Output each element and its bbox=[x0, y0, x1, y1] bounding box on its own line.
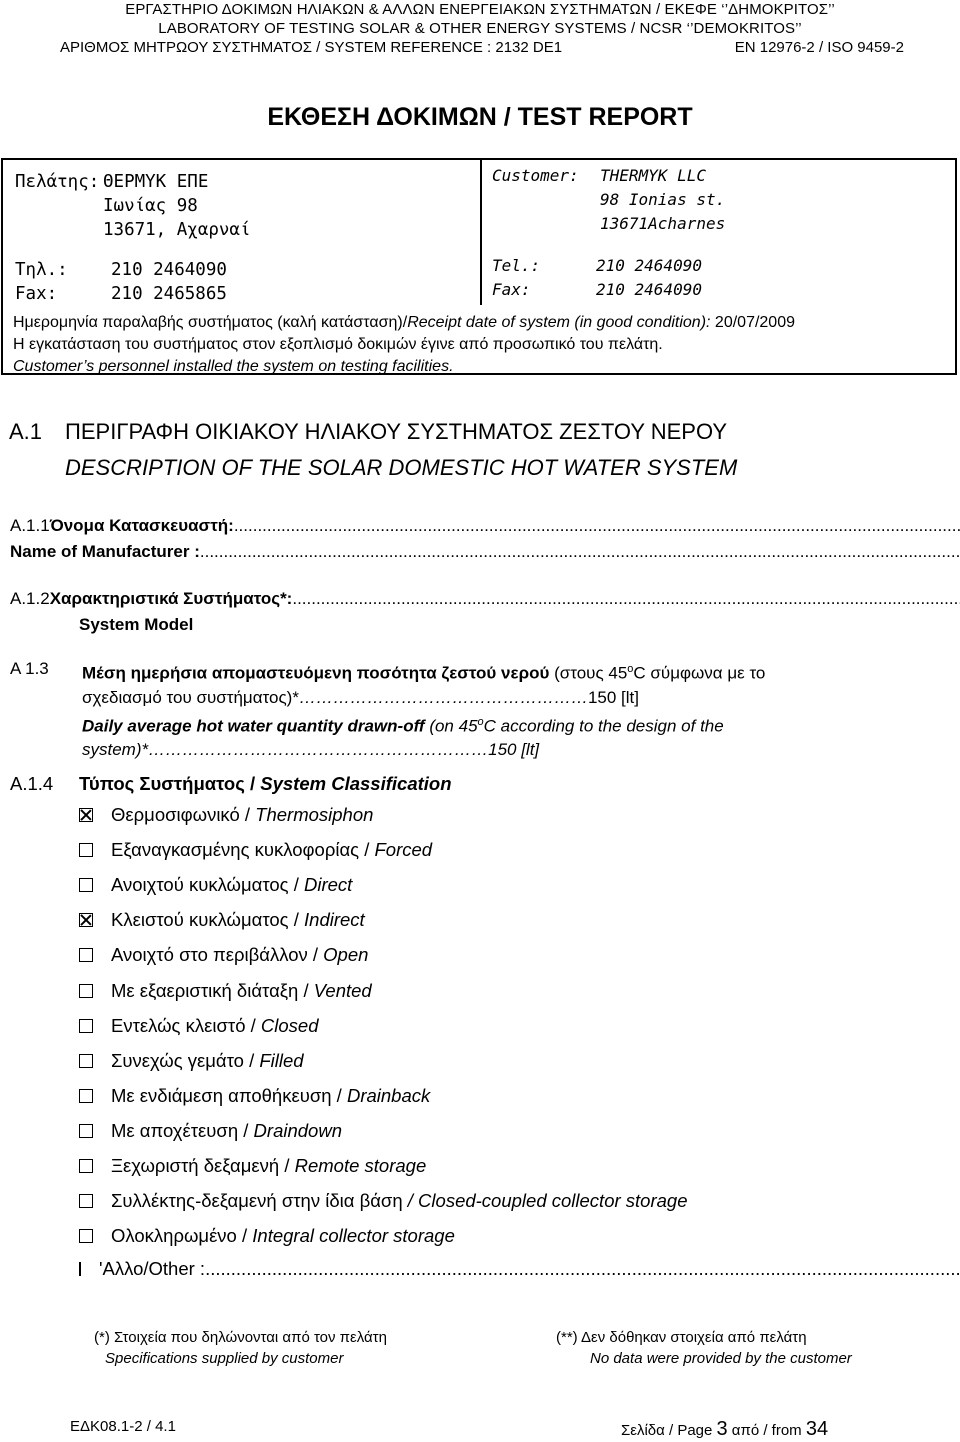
option-label-en: Draindown bbox=[253, 1119, 342, 1141]
a11-label-en: Name of Manufacturer : bbox=[10, 542, 200, 561]
option-label-gr: Συλλέκτης-δεξαμενή στην ίδια βάση bbox=[111, 1190, 408, 1212]
checkbox[interactable] bbox=[79, 1054, 93, 1068]
option-label-en: Indirect bbox=[304, 909, 365, 931]
option-label-gr: Εξαναγκασμένης κυκλοφορίας / bbox=[111, 839, 375, 861]
customer-street-en: 98 Ionias st. bbox=[600, 190, 726, 209]
checkbox[interactable] bbox=[79, 878, 93, 892]
standard-reference: EN 12976-2 / ISO 9459-2 bbox=[734, 39, 904, 56]
customer-name-en: THERMYK LLC bbox=[600, 166, 706, 185]
customer-label-gr: Πελάτης: bbox=[15, 172, 100, 192]
option-label-en: Thermosiphon bbox=[255, 804, 374, 825]
option-label-gr: Με αποχέτευση / bbox=[111, 1119, 254, 1141]
checkbox[interactable] bbox=[79, 1019, 93, 1033]
checkbox[interactable] bbox=[79, 948, 93, 962]
option-label-gr: Κλειστού κυκλώματος / bbox=[111, 909, 305, 931]
option-row[interactable] bbox=[79, 838, 432, 862]
tel-label-en: Tel.: bbox=[492, 256, 541, 275]
checkbox[interactable] bbox=[79, 1159, 93, 1173]
fax-value-gr: 210 2465865 bbox=[111, 284, 227, 304]
option-row[interactable] bbox=[79, 1084, 430, 1108]
section-a1-heading bbox=[9, 414, 737, 486]
section-title-en: DESCRIPTION OF THE SOLAR DOMESTIC HOT WATER SYSTEM bbox=[65, 455, 738, 480]
a11-manufacturer bbox=[10, 513, 924, 565]
option-label-en: Open bbox=[323, 944, 369, 966]
tel-label-gr: Τηλ.: bbox=[15, 260, 68, 280]
option-row[interactable] bbox=[79, 908, 365, 932]
page-number: 3 bbox=[716, 1418, 728, 1440]
installation-note-gr: Η εγκατάσταση του συστήματος στον εξοπλισμό δοκιμών έγινε από προσωπικό του πελάτη. bbox=[13, 336, 663, 353]
option-label-en: Vented bbox=[313, 979, 372, 1001]
footnote-left-en: Specifications supplied by customer bbox=[105, 1350, 344, 1367]
option-label-en: / Closed-coupled collector storage bbox=[407, 1190, 688, 1212]
section-number: A.1 bbox=[9, 419, 43, 444]
customer-street-gr: Ιωνίας 98 bbox=[103, 196, 198, 216]
a13-value-gr: 150 [lt] bbox=[587, 687, 639, 707]
option-label-en: Integral collector storage bbox=[252, 1225, 455, 1247]
option-row[interactable] bbox=[79, 803, 373, 827]
phone-block-en bbox=[492, 254, 702, 302]
checkbox[interactable] bbox=[79, 843, 93, 857]
receipt-info bbox=[13, 312, 953, 378]
a14-heading: A.1.4 Τύπος Συστήματος / System Classification bbox=[10, 771, 452, 797]
checkbox[interactable] bbox=[79, 1124, 93, 1138]
option-row[interactable] bbox=[79, 1119, 342, 1143]
option-row[interactable] bbox=[79, 1189, 688, 1213]
a14-number: A.1.4 bbox=[10, 773, 54, 794]
option-row[interactable] bbox=[79, 1224, 455, 1248]
checkbox[interactable] bbox=[79, 808, 93, 822]
option-row[interactable] bbox=[79, 1049, 304, 1073]
customer-gr bbox=[15, 170, 251, 242]
customer-city-gr: 13671, Αχαρναί bbox=[103, 220, 251, 240]
option-label-en: Direct bbox=[304, 874, 353, 896]
a13-hot-water-quantity: A 1.3 Μέση ημερήσια απομαστευόμενη ποσότητα ζεστού νερού (στους 45$^o$C σύμφωνα με το σχεδιασμό του συστήματος)*……………………………………………150 [lt] Daily average hot water quantity drawn-off (on 45$^o$C according to the design of the system)*……………………………………………………150 [lt] bbox=[10, 659, 766, 760]
option-label-gr: Εντελώς κλειστό / bbox=[111, 1014, 261, 1036]
checkbox[interactable] bbox=[79, 1194, 93, 1208]
checkbox[interactable] bbox=[79, 1229, 93, 1243]
option-label-en: Forced bbox=[374, 839, 433, 861]
tel-value-en: 210 2464090 bbox=[596, 256, 702, 275]
lab-name-en: LABORATORY OF TESTING SOLAR & OTHER ENERGY SYSTEMS / NCSR ‘’DEMOKRITOS’’ bbox=[158, 20, 802, 37]
option-label-en: Closed bbox=[260, 1014, 319, 1036]
column-divider bbox=[480, 160, 482, 305]
footnote-right-gr: (**) Δεν δόθηκαν στοιχεία από πελάτη bbox=[556, 1329, 807, 1346]
receipt-date-line: Ημερομηνία παραλαβής συστήματος (καλή κατάσταση)/Receipt date of system (in good condition): 20/07/2009 bbox=[13, 314, 795, 331]
option-row[interactable] bbox=[79, 1014, 319, 1038]
customer-name-gr: ΘΕΡΜΥΚ ΕΠΕ bbox=[103, 172, 209, 192]
checkbox[interactable] bbox=[79, 1262, 81, 1276]
footnote-left bbox=[94, 1327, 387, 1369]
fax-label-en: Fax: bbox=[492, 280, 531, 299]
a11-number: A.1.1 bbox=[10, 516, 50, 535]
option-row[interactable] bbox=[79, 943, 368, 967]
fax-label-gr: Fax: bbox=[15, 284, 58, 304]
page-total: 34 bbox=[805, 1418, 829, 1440]
report-title: ΕΚΘΕΣΗ ΔΟΚΙΜΩΝ / TEST REPORT bbox=[267, 103, 693, 131]
footnote-left-gr: (*) Στοιχεία που δηλώνονται από τον πελάτη bbox=[94, 1329, 387, 1346]
option-row[interactable] bbox=[79, 873, 352, 897]
a12-label-en: System Model bbox=[79, 615, 194, 634]
option-label-gr: Ξεχωριστή δεξαμενή / bbox=[111, 1155, 295, 1176]
option-other[interactable] bbox=[79, 1257, 923, 1281]
option-row[interactable] bbox=[79, 979, 372, 1003]
receipt-date: 20/07/2009 bbox=[714, 314, 795, 331]
checkbox[interactable] bbox=[79, 1089, 93, 1103]
option-label-gr: Συνεχώς γεμάτο / bbox=[111, 1049, 260, 1071]
system-reference-row bbox=[0, 38, 960, 57]
option-label-gr: Με ενδιάμεση αποθήκευση / bbox=[111, 1084, 347, 1106]
option-row[interactable] bbox=[79, 1154, 426, 1178]
a12-number: A.1.2 bbox=[10, 589, 50, 608]
a13-number: A 1.3 bbox=[10, 659, 49, 678]
option-label-gr: Ανοιχτό στο περιβάλλον / bbox=[111, 944, 324, 966]
a12-system-model bbox=[10, 586, 924, 638]
option-label-gr: Ολοκληρωμένο / bbox=[111, 1225, 253, 1247]
customer-info-box bbox=[1, 158, 957, 375]
a13-value-en: 150 [lt] bbox=[488, 740, 540, 760]
customer-en bbox=[492, 164, 725, 236]
a11-label-gr: Όνομα Κατασκευαστή: bbox=[49, 516, 234, 535]
installation-note-en: Customer’s personnel installed the system on testing facilities. bbox=[13, 358, 454, 375]
document-code: ΕΔΚ08.1-2 / 4.1 bbox=[70, 1418, 176, 1435]
system-reference: ΑΡΙΘΜΟΣ ΜΗΤΡΩΟΥ ΣΥΣΤΗΜΑΤΟΣ / SYSTEM REFERENCE : 2132 DE1 bbox=[60, 39, 563, 56]
fax-value-en: 210 2464090 bbox=[596, 280, 702, 299]
tel-value-gr: 210 2464090 bbox=[111, 260, 227, 280]
option-label-en: Filled bbox=[259, 1049, 304, 1071]
lab-name-gr: ΕΡΓΑΣΤΗΡΙΟ ΔΟΚΙΜΩΝ ΗΛΙΑΚΩΝ & ΑΛΛΩΝ ΕΝΕΡΓΕΙΑΚΩΝ ΣΥΣΤΗΜΑΤΩΝ / ΕΚΕΦΕ ‘’ΔΗΜΟΚΡΙΤΟΣ’’ bbox=[125, 1, 835, 18]
checkbox[interactable] bbox=[79, 984, 93, 998]
footnote-right bbox=[556, 1327, 852, 1369]
checkbox[interactable] bbox=[79, 913, 93, 927]
page-indicator: Σελίδα / Page 3 από / from 34 bbox=[621, 1418, 829, 1440]
option-label-gr: Με εξαεριστική διάταξη / bbox=[111, 979, 314, 1001]
lab-header bbox=[0, 0, 960, 57]
option-label-en: Remote storage bbox=[294, 1155, 427, 1176]
other-label: 'Αλλο/Other : bbox=[99, 1258, 206, 1279]
phone-block-gr bbox=[15, 258, 227, 306]
a12-label-gr: Χαρακτηριστικά Συστήματος*: bbox=[49, 589, 293, 608]
section-title-gr: ΠΕΡΙΓΡΑΦΗ ΟΙΚΙΑΚΟΥ ΗΛΙΑΚΟΥ ΣΥΣΤΗΜΑΤΟΣ ΖΕΣΤΟΥ ΝΕΡΟΥ bbox=[65, 419, 728, 444]
customer-label-en: Customer: bbox=[492, 166, 579, 185]
option-label-gr: Ανοιχτού κυκλώματος / bbox=[111, 874, 305, 896]
footnote-right-en: No data were provided by the customer bbox=[590, 1350, 852, 1367]
option-label-gr: Θερμοσιφωνικό / bbox=[111, 804, 256, 825]
customer-city-en: 13671Acharnes bbox=[600, 214, 726, 233]
option-label-en: Drainback bbox=[346, 1084, 431, 1106]
